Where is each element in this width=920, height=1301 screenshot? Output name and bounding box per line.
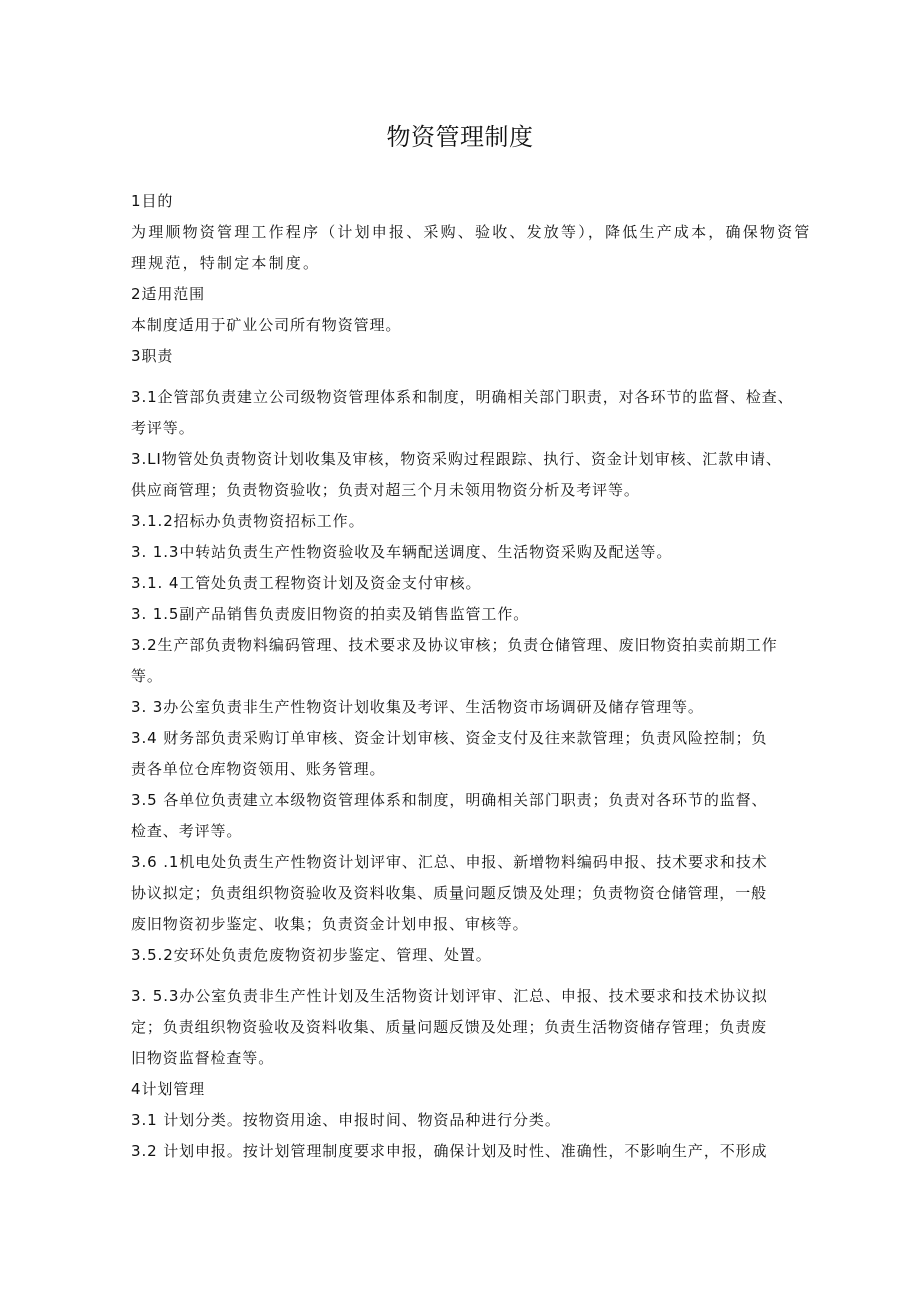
paragraph-line: 3.2生产部负责物料编码管理、技术要求及协议审核；负责仓储管理、废旧物资拍卖前期工作 xyxy=(131,636,778,654)
paragraph-line: 责各单位仓库物资领用、账务管理。 xyxy=(131,760,386,778)
document-title: 物资管理制度 xyxy=(386,123,534,151)
section-heading-purpose: 1目的 xyxy=(131,192,174,210)
paragraph-line: 3.1.2招标办负责物资招标工作。 xyxy=(131,512,365,530)
section-heading-scope: 2适用范围 xyxy=(131,285,206,303)
spacer xyxy=(131,971,821,981)
section-heading-planning: 4计划管理 xyxy=(131,1080,206,1098)
paragraph-line: 3. 1.3中转站负责生产性物资验收及车辆配送调度、生活物资采购及配送等。 xyxy=(131,543,673,561)
paragraph-line: 3.1 计划分类。按物资用途、申报时间、物资品种进行分类。 xyxy=(131,1111,561,1129)
paragraph-line: 定；负责组织物资验收及资料收集、质量问题反馈及处理；负责生活物资储存管理；负责废 xyxy=(131,1018,768,1036)
paragraph-line: 3.4 财务部负责采购订单审核、资金计划审核、资金支付及往来款管理；负责风险控制；负 xyxy=(131,729,768,747)
paragraph-line: 3.1. 4工管处负责工程物资计划及资金支付审核。 xyxy=(131,574,482,592)
paragraph-line: 为理顺物资管理工作程序（计划申报、采购、验收、发放等），降低生产成本，确保物资管 xyxy=(131,223,812,241)
paragraph-line: 废旧物资初步鉴定、收集；负责资金计划申报、审核等。 xyxy=(131,915,529,933)
paragraph-line: 3.5 各单位负责建立本级物资管理体系和制度，明确相关部门职责；负责对各环节的监督、 xyxy=(131,791,768,809)
paragraph-line: 3.6 .1机电处负责生产性物资计划评审、汇总、申报、新增物料编码申报、技术要求和技术 xyxy=(131,853,768,871)
paragraph-line: 3. 5.3办公室负责非生产性计划及生活物资计划评审、汇总、申报、技术要求和技术协议拟 xyxy=(131,987,768,1005)
spacer xyxy=(131,372,821,382)
paragraph-line: 协议拟定；负责组织物资验收及资料收集、质量问题反馈及处理；负责物资仓储管理，一般 xyxy=(131,884,768,902)
paragraph-line: 检查、考评等。 xyxy=(131,822,243,840)
paragraph-line: 3. 3办公室负责非生产性物资计划收集及考评、生活物资市场调研及储存管理等。 xyxy=(131,698,704,716)
paragraph-line: 考评等。 xyxy=(131,419,195,437)
paragraph-line: 理规范，特制定本制度。 xyxy=(131,254,321,272)
paragraph-line: 3.5.2安环处负责危废物资初步鉴定、管理、处置。 xyxy=(131,946,492,964)
paragraph-line: 3. 1.5副产品销售负责废旧物资的拍卖及销售监管工作。 xyxy=(131,605,530,623)
document-body xyxy=(131,186,821,1167)
paragraph-line: 本制度适用于矿业公司所有物资管理。 xyxy=(131,316,402,334)
paragraph-line: 供应商管理；负责物资验收；负责对超三个月未领用物资分析及考评等。 xyxy=(131,481,640,499)
paragraph-line: 3.2 计划申报。按计划管理制度要求申报，确保计划及时性、准确性，不影响生产，不形成 xyxy=(131,1142,768,1160)
paragraph-line: 旧物资监督检查等。 xyxy=(131,1049,275,1067)
paragraph-line: 3.LI物管处负责物资计划收集及审核，物资采购过程跟踪、执行、资金计划审核、汇款申请、 xyxy=(131,450,782,468)
paragraph-line: 3.1企管部负责建立公司级物资管理体系和制度，明确相关部门职责，对各环节的监督、检查、 xyxy=(131,388,794,406)
section-heading-duties: 3职责 xyxy=(131,347,174,365)
paragraph-line: 等。 xyxy=(131,667,163,685)
